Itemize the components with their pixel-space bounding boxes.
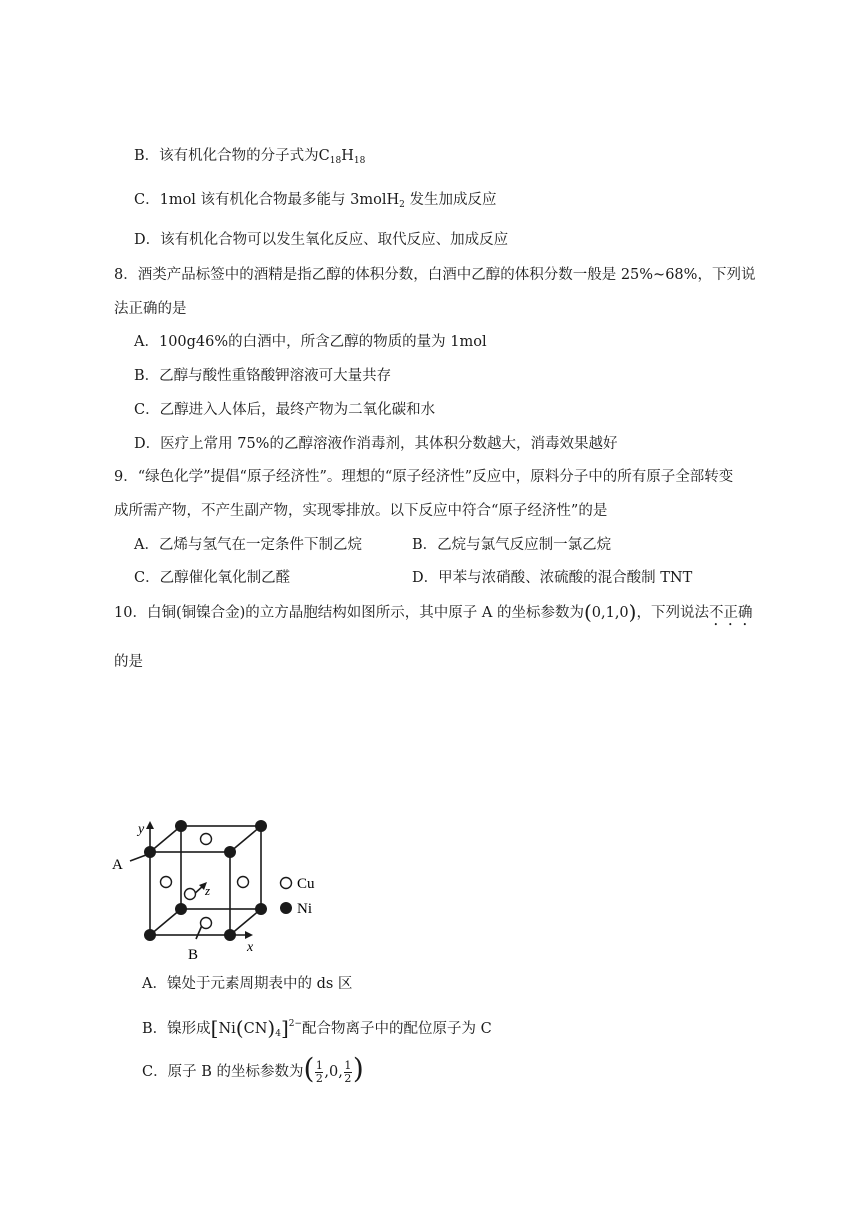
q10-emphasis: 不正确 (708, 605, 753, 621)
q9-option-b: B．乙烷与氯气反应制一氯乙烷 (412, 537, 612, 553)
q10-stem-mid: ，下列说法 (636, 605, 709, 621)
denominator: 2 (315, 1071, 323, 1085)
paren-right: ) (267, 1016, 276, 1040)
formula-sub-2: 18 (353, 156, 366, 166)
q7-option-b (134, 146, 365, 171)
q7-option-d: D．该有机化合物可以发生氧化反应、取代反应、加成反应 (134, 232, 509, 248)
coord-mid: 0 (329, 1064, 339, 1080)
q10-stem-line2: 的是 (114, 654, 143, 670)
q10-stem-line1 (114, 602, 752, 629)
q9-option-a: A．乙烯与氢气在一定条件下制乙烷 (134, 537, 362, 553)
label-y: y (138, 822, 145, 837)
coord-a: 0,1,0 (591, 605, 629, 621)
crystal-cell-figure (106, 815, 336, 965)
q9-stem-line2: 成所需产物，不产生副产物，实现零排放。以下反应中符合“原子经济性”的是 (114, 503, 608, 519)
q10-option-a: A．镍处于元素周期表中的 ds 区 (142, 976, 353, 992)
q9-option-d: D．甲苯与浓硝酸、浓硫酸的混合酸制 TNT (412, 570, 693, 586)
ion-charge: 2− (288, 1019, 303, 1029)
q9-stem-line1: 9．“绿色化学”提倡“原子经济性”。理想的“原子经济性”反应中，原料分子中的所有原子全部转变 (114, 469, 734, 485)
label-b: B (188, 947, 199, 963)
fraction-1 (315, 1060, 323, 1085)
q10-option-b-text: B．镍形成 (142, 1021, 211, 1037)
fraction-2 (344, 1060, 352, 1085)
q10-stem-text: 10．白铜(铜镍合金)的立方晶胞结构如图所示，其中原子 A 的坐标参数为 (114, 605, 584, 621)
numerator: 1 (344, 1058, 352, 1072)
ligand: CN (243, 1021, 268, 1037)
q8-option-b: B．乙醇与酸性重铬酸钾溶液可大量共存 (134, 368, 392, 384)
formula-sub: 2 (399, 200, 405, 210)
formula-c: C (318, 148, 330, 164)
legend-ni-marker (280, 902, 292, 914)
q8-stem-line1: 8．酒类产品标签中的酒精是指乙醇的体积分数，白酒中乙醇的体积分数一般是 25%~68%，下列说 (114, 267, 756, 283)
numerator: 1 (315, 1058, 323, 1072)
legend-cu: Cu (297, 876, 315, 892)
bracket-right: ] (280, 1016, 289, 1040)
paren-right: ) (628, 600, 637, 624)
legend-cu-marker (281, 878, 292, 889)
denominator: 2 (344, 1071, 352, 1085)
q7-option-c-text: C．1mol 该有机化合物最多能与 3molH (134, 192, 400, 208)
q7-option-b-text: B．该有机化合物的分子式为 (134, 148, 319, 164)
complex-metal: Ni (218, 1021, 236, 1037)
q8-option-d: D．医疗上常用 75%的乙醇溶液作消毒剂，其体积分数越大，消毒效果越好 (134, 436, 618, 452)
q10-option-b-suffix: 配合物离子中的配位原子为 C (302, 1021, 492, 1037)
q8-option-a: A．100g46%的白酒中，所含乙醇的物质的量为 1mol (134, 334, 487, 350)
paren-left: ( (235, 1016, 244, 1040)
formula-sub-1: 18 (329, 156, 342, 166)
paren-left: ( (583, 600, 592, 624)
formula-h: H (341, 148, 354, 164)
bracket-left: [ (210, 1016, 219, 1040)
legend-ni: Ni (297, 901, 312, 917)
ligand-count: 4 (275, 1029, 281, 1039)
q8-stem-line2: 法正确的是 (114, 301, 187, 317)
label-x: x (247, 940, 254, 955)
paren-left: ( (303, 1052, 315, 1085)
paren-right: ) (352, 1052, 364, 1085)
q7-option-c-suffix: 发生加成反应 (404, 192, 497, 208)
label-a: A (112, 857, 123, 873)
q9-option-c: C．乙醇催化氧化制乙醛 (134, 570, 291, 586)
q10-option-b (142, 1014, 492, 1044)
q10-option-c: C．原子 B 的坐标参数为( $\frac{1}{2}$ ,0, $\frac{1}{2}$ ) (142, 1052, 364, 1085)
q10-option-c-text: C．原子 B 的坐标参数为 (142, 1064, 304, 1080)
label-z: z (205, 883, 211, 898)
q8-option-c: C．乙醇进入人体后，最终产物为二氧化碳和水 (134, 402, 436, 418)
q7-option-c (134, 190, 497, 215)
